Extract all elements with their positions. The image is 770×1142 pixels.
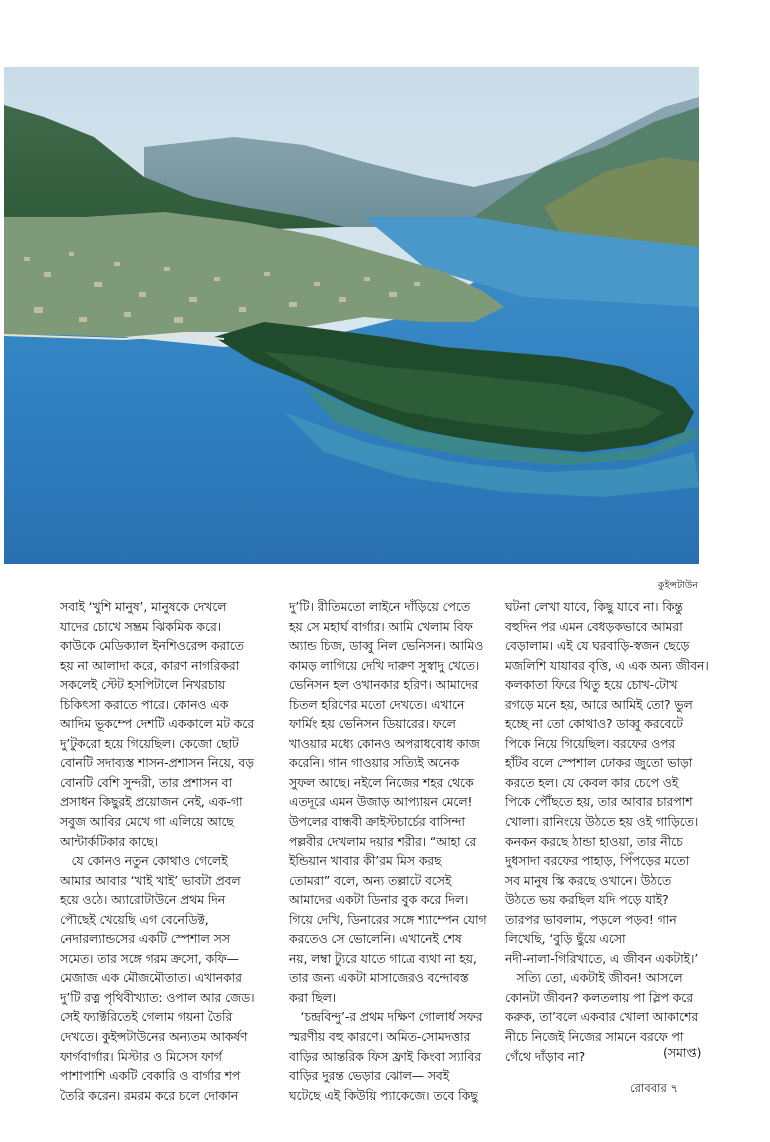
text-line: যাদের চোখে সম্ভ্রম ঝিকমিক করে। [60,618,222,634]
text-line: বোনটি সদাব্যস্ত শাসন-প্রশাসন নিয়ে, বড় [60,755,254,771]
text-line: সত্যি তো, একটাই জীবন! আসলে [505,970,683,986]
text-line: মজলিশি যাযাবর বৃত্তি, এ এক অন্য জীবন। [505,657,709,673]
text-line: ইন্ডিয়ান খাবার কী’রম মিস করছ [289,853,442,869]
text-line: ঘটনা লেখা যাবে, কিছু যাবে না। কিন্তু [505,599,683,614]
photo-caption: কুইন্সটাউন [657,580,698,591]
text-line: হয়ে ওঠে। অ্যারোটাউনে প্রথম দিন [60,892,226,908]
text-line: হয় না আলাদা করে, কারণ নাগরিকরা [60,657,240,673]
text-line: চিতল হরিণের মতো দেখতে। এখানে [289,696,465,712]
text-line: গিয়ে দেখি, ডিনারের সঙ্গে শ্যাম্পেন যোগ [289,911,487,927]
text-line: ভেনিসন হল ওখানকার হরিণ। আমাদের [289,677,479,693]
text-line: দু’টুকরো হয়ে গিয়েছিল। কেজো ছোট [60,735,239,751]
text-line: কোনটা জীবন? কলতলায় পা স্লিপ করে [505,989,693,1005]
text-line: বোনটি বেশি সুন্দরী, তার প্রশাসন বা [60,774,232,790]
text-line: দু’টি রত্ন পৃথিবীখ্যাত: ওপাল আর জেড। [60,989,255,1005]
text-line: পৌছেই খেয়েছি এগ বেনেডিক্ট, [60,911,209,927]
text-line: আন্টার্কটিকার কাছে। [60,833,158,849]
text-line: সমেত। তার সঙ্গে গরম ক্রসো, কফি— [60,950,239,966]
page-folio: রোববার ৭ [630,1081,678,1095]
text-line: তার জন্য একটা মাসাজেরও বন্দোবস্ত [289,970,469,986]
text-line: আদিম ভূকম্পে দেশটি এককালে মট করে [60,716,254,732]
text-line: প্রসাধন কিছুরই প্রয়োজন নেই, এক-গা [60,794,243,810]
text-line: ফার্গবার্গার। মিস্টার ও মিসেস ফার্গ [60,1048,222,1064]
text-line: লিখেছি, ‘বুড়ি ছুঁয়ে এসো [505,931,626,947]
lake-town-aerial-photo [4,67,699,564]
text-line: পাশাপাশি একটি বেকারি ও বার্গার শপ [60,1068,241,1084]
text-line: স্মরণীয় বহু কারণে। অমিত-সোমদত্তার [289,1029,471,1045]
text-line: বাড়ির দুরন্ত ভেড়ার ঝোল— সবই [289,1068,450,1084]
text-line: খোলা। রানিংয়ে উঠতে হয় ওই গাড়িতে। [505,814,699,830]
text-line: হয় সে মহার্ঘ বার্গার। আমি খেলাম বিফ [289,618,473,634]
text-line: সবাই ‘খুশি মানুষ’, মানুষকে দেখলে [60,599,227,614]
text-line: সবুজ আবির মেখে গা এলিয়ে আছে [60,814,234,830]
text-line: করুক, তা’বলে একবার খোলা আকাশের [505,1009,699,1025]
text-line: করা ছিল। [289,989,337,1005]
text-line: ‘চন্দ্রবিন্দু’-র প্রথম দক্ষিণ গোলার্ধ সফর [289,1009,483,1025]
text-line: খাওয়ার মধ্যে কোনও অপরাধবোধ কাজ [289,735,480,751]
text-line: করতেও সে ভোলেনি। এখানেই শেষ [289,931,462,947]
text-line: দেখতে। কুইন্সটাউনের অন্যতম আকর্ষণ [60,1029,248,1045]
text-line: কনকন করছে ঠান্ডা হাওয়া, তার নীচে [505,833,683,849]
text-line: হাঁটব বলে স্পেশাল ঢোকর জুতো ভাড়া [505,755,693,771]
text-line: কাউকে মেডিক্যাল ইনশিওরেন্স করাতে [60,638,244,654]
text-line: কলকাতা ফিরে থিতু হয়ে চোখ-টোখ [505,677,678,693]
text-line: পল্লবীর দেখলাম দয়ার শরীর। “আহা রে [289,833,477,849]
text-line: উপলের বান্ধবী ক্রাইস্টচার্চের বাসিন্দা [289,814,465,830]
text-column-1 [60,597,278,1105]
text-line: বহুদিন পর এমন বেধড়কভাবে আমরা [505,618,683,634]
text-line: তোমরা” বলে, অন্য তল্লাটে বসেই [289,872,452,888]
text-line: সেই ফ্যাক্টরিতেই গেলাম গয়না তৈরি [60,1009,233,1025]
text-line: পিকে পৌঁছতে হয়, তার আবার চারপাশ [505,794,693,810]
text-line: আমার আবার ‘খাই খাই’ ভাবটা প্রবল [60,872,241,888]
text-line: যে কোনও নতুন কোথাও গেলেই [60,853,228,869]
text-line: কামড় লাগিয়ে দেখি দারুণ সুস্বাদু খেতে। [289,657,480,673]
text-line: সব মানুষ স্কি করছে ওখানে। উঠতে [505,872,672,888]
text-line: তৈরি করেন। রমরম করে চলে দোকান [60,1087,238,1103]
text-line: সকলেই স্টেট হসপিটালে নিখরচায় [60,677,226,693]
text-line: পিকে নিয়ে গিয়েছিল। বরফের ওপর [505,735,676,751]
text-line: সুফল আছে। নইলে নিজের শহর থেকে [289,774,474,790]
text-line: করেনি। গান গাওয়ার সত্যিই অনেক [289,755,460,771]
text-line: তারপর ভাবলাম, পড়লে পড়ব! গান [505,911,677,927]
text-line: হচ্ছে না তো কোথাও? ডাব্বু করবেটে [505,716,683,732]
text-line: ঘটেছে এই কিউয়ি প্যাকেজে। তবে কিছু [289,1087,478,1103]
text-line: অ্যান্ড চিজ, ডাব্বু নিল ভেনিসন। আমিও [289,638,484,654]
text-column-3 [505,597,717,1066]
text-line: নদী-নালা-গিরিখাতে, এ জীবন একটাই।’ [505,950,699,966]
text-line: করতে হল। যে কেবল কার চেপে ওই [505,774,679,790]
text-line: ফার্মিং হয় ভেনিসন ডিয়ারের। ফলে [289,716,456,732]
text-line: দু’টি। রীতিমতো লাইনে দাঁড়িয়ে পেতে [289,599,471,614]
end-mark: (সমাপ্ত) [663,1045,702,1060]
text-line: আমাদের একটা ডিনার বুক করে দিল। [289,892,469,908]
text-line: উঠতে ভয় করছিল যদি পড়ে যাই? [505,892,669,908]
text-line: চিকিৎসা করাতে পারে। কোনও এক [60,696,229,712]
text-line: মেজাজ এক মৌজমৌতাত। এখানকার [60,970,242,986]
text-line: এতদূরে এমন উজাড় আপ্যায়ন মেলে! [289,794,473,810]
text-column-2 [289,597,493,1105]
text-line: রগড়ে মনে হয়, আরে আমিই তো? ভুল [505,696,693,712]
text-line: বাড়ির আন্তরিক ফিস ফ্রাই কিংবা স্যাবির [289,1048,481,1064]
text-line: নেদারল্যান্ডসের একটি স্পেশাল সস [60,931,230,947]
text-line: নয়, লম্বা ট্যুরে যাতে গাত্রে ব্যথা না হয়, [289,950,477,966]
text-line: নীচে নিজেই নিজের সামনে বরফে পা [505,1029,684,1045]
text-line: গেঁথে দাঁড়াব না? [505,1048,586,1064]
text-line: বেড়ালাম। এই যে ঘরবাড়ি-স্বজন ছেড়ে [505,638,690,654]
text-line: দুধসাদা বরফের পাহাড়, পিঁপড়ের মতো [505,853,690,869]
